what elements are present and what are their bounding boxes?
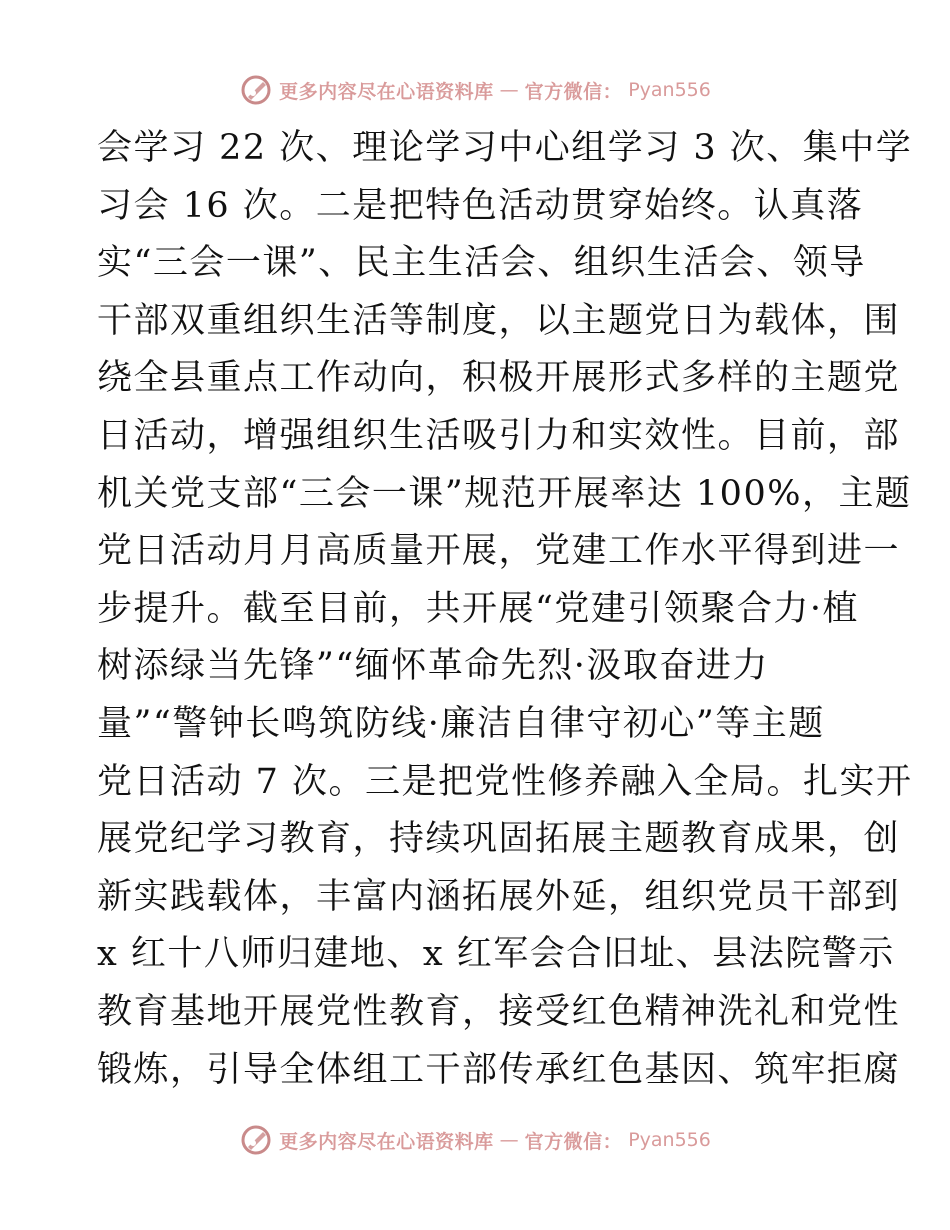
text-line: 党日活动 7 次。三是把党性修养融入全局。扎实开	[97, 761, 913, 802]
text-line: 教育基地开展党性教育，接受红色精神洗礼和党性	[97, 991, 901, 1032]
text-line: 机关党支部“三会一课”规范开展率达 100%，主题	[97, 473, 912, 514]
text-line: 会学习 22 次、理论学习中心组学习 3 次、集中学	[97, 128, 913, 168]
text-line: 量”“警钟长鸣筑防线·廉洁自律守初心”等主题	[97, 703, 825, 744]
watermark-separator: —	[499, 1129, 519, 1151]
text-line: 党日活动月月高质量开展，党建工作水平得到进一	[97, 531, 901, 572]
text-line: 步提升。截至目前，共开展“党建引领聚合力·植	[97, 588, 860, 629]
text-line: 展党纪学习教育，持续巩固拓展主题教育成果，创	[97, 819, 901, 860]
footer-watermark	[0, 1120, 950, 1160]
header-watermark	[0, 70, 950, 110]
text-line: 日活动，增强组织生活吸引力和实效性。目前，部	[97, 415, 901, 456]
brand-logo-icon	[239, 73, 273, 107]
text-line: 树添绿当先锋”“缅怀革命先烈·汲取奋进力	[97, 646, 769, 687]
text-line: 习会 16 次。二是把特色活动贯穿始终。认真落	[97, 185, 864, 226]
watermark-separator: —	[499, 79, 519, 101]
text-line: 实“三会一课”、民主生活会、组织生活会、领导	[97, 243, 866, 284]
brand-logo-icon	[239, 1123, 273, 1157]
text-line: 新实践载体，丰富内涵拓展外延，组织党员干部到	[97, 876, 901, 917]
text-line: 干部双重组织生活等制度，以主题党日为载体，围	[97, 300, 901, 341]
text-line: 锻炼，引导全体组工干部传承红色基因、筑牢拒腐	[97, 1049, 901, 1090]
watermark-contact: 官方微信：	[524, 80, 623, 103]
watermark-text: 更多内容尽在心语资料库	[279, 1130, 494, 1153]
text-line: x 红十八师归建地、x 红军会合旧址、县法院警示	[97, 934, 895, 975]
text-line: 绕全县重点工作动向，积极开展形式多样的主题党	[97, 358, 901, 399]
watermark-id: Pyan556	[628, 79, 711, 101]
watermark-id: Pyan556	[628, 1129, 711, 1151]
watermark-text: 更多内容尽在心语资料库	[279, 80, 494, 103]
document-body	[97, 120, 913, 1099]
watermark-contact: 官方微信：	[524, 1130, 623, 1153]
